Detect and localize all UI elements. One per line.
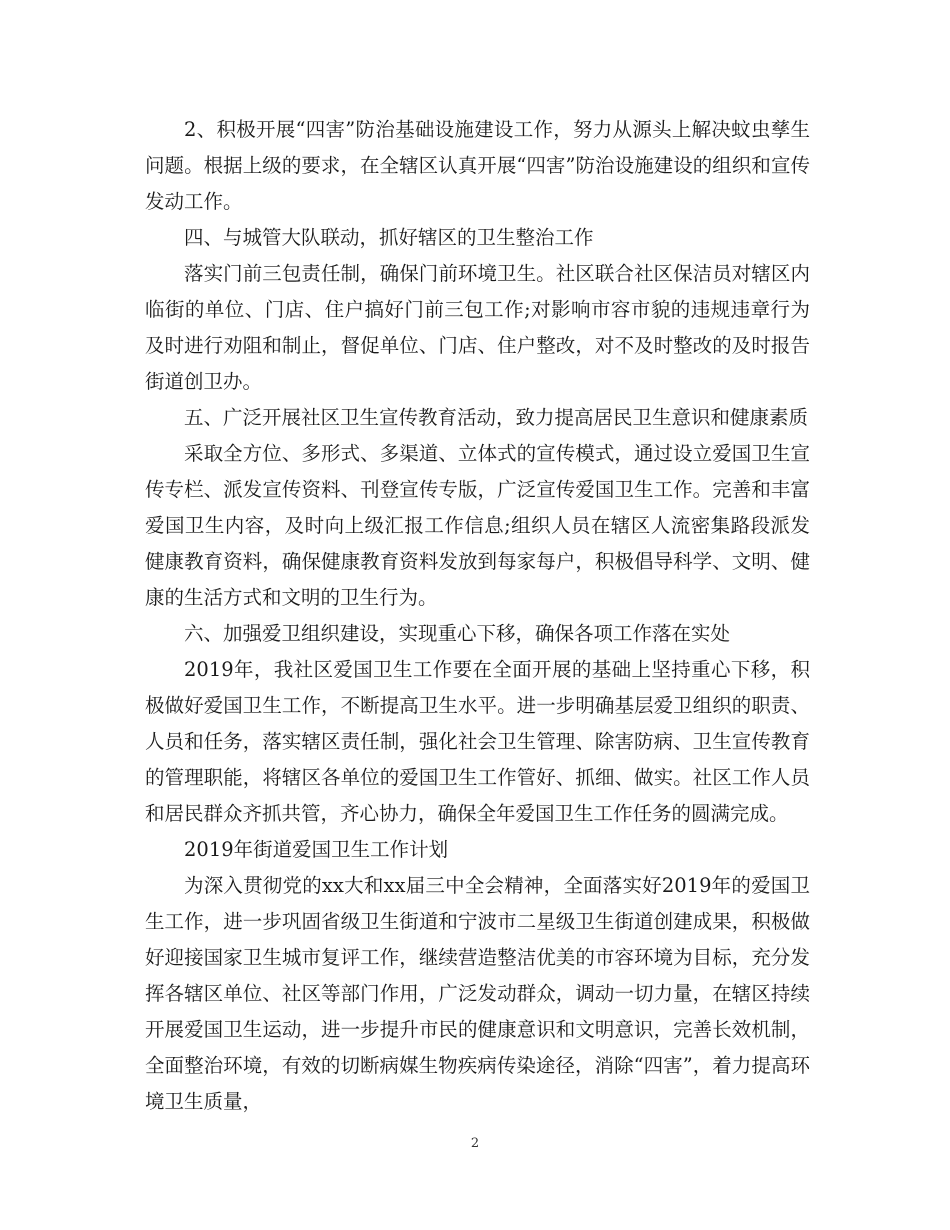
paragraph-organization: 2019年，我社区爱国卫生工作要在全面开展的基础上坚持重心下移，积极做好爱国卫生工作，不断提高卫生水平。进一步明确基层爱卫组织的职责、人员和任务，落实辖区责任制，强化社会卫生管理、除害防病、卫生宣传教育的管理职能，将辖区各单位的爱国卫生工作管好、抓细、做实。社区工作人员和居民群众齐抓共管，齐心协力，确保全年爱国卫生工作任务的圆满完成。 (145, 658, 810, 825)
heading-section-4: 四、与城管大队联动，抓好辖区的卫生整治工作 (184, 226, 594, 249)
paragraph-four-pests: 2、积极开展“四害”防治基础设施建设工作，努力从源头上解决蚊虫孳生问题。根据上级的要求，在全辖区认真开展“四害”防治设施建设的组织和宣传发动工作。 (145, 118, 810, 213)
heading-section-5: 五、广泛开展社区卫生宣传教育活动，致力提高居民卫生意识和健康素质 (184, 406, 809, 429)
paragraph-street-plan: 为深入贯彻党的xx大和xx届三中全会精神，全面落实好2019年的爱国卫生工作，进一步巩固省级卫生街道和宁波市二星级卫生街道创建成果，积极做好迎接国家卫生城市复评工作，继续营造整洁优美的市容环境为目标，充分发挥各辖区单位、社区等部门作用，广泛发动群众，调动一切力量，在辖区持续开展爱国卫生运动，进一步提升市民的健康意识和文明意识，完善长效机制，全面整治环境，有效的切断病媒生物疾病传染途径，消除“四害”，着力提高环境卫生质量， (145, 874, 810, 1113)
document-body (145, 112, 810, 1120)
heading-section-6: 六、加强爱卫组织建设，实现重心下移，确保各项工作落在实处 (184, 622, 731, 645)
paragraph-sanitation: 落实门前三包责任制，确保门前环境卫生。社区联合社区保洁员对辖区内临街的单位、门店、住户搞好门前三包工作;对影响市容市貌的违规违章行为及时进行劝阻和制止，督促单位、门店、住户整改，对不及时整改的及时报告街道创卫办。 (145, 262, 810, 393)
page-number: 2 (470, 1136, 480, 1151)
heading-street-plan: 2019年街道爱国卫生工作计划 (184, 838, 449, 861)
paragraph-publicity: 采取全方位、多形式、多渠道、立体式的宣传模式，通过设立爱国卫生宣传专栏、派发宣传资料、刊登宣传专版，广泛宣传爱国卫生工作。完善和丰富爱国卫生内容，及时向上级汇报工作信息;组织人员在辖区人流密集路段派发健康教育资料，确保健康教育资料发放到每家每户，积极倡导科学、文明、健康的生活方式和文明的卫生行为。 (145, 442, 810, 609)
